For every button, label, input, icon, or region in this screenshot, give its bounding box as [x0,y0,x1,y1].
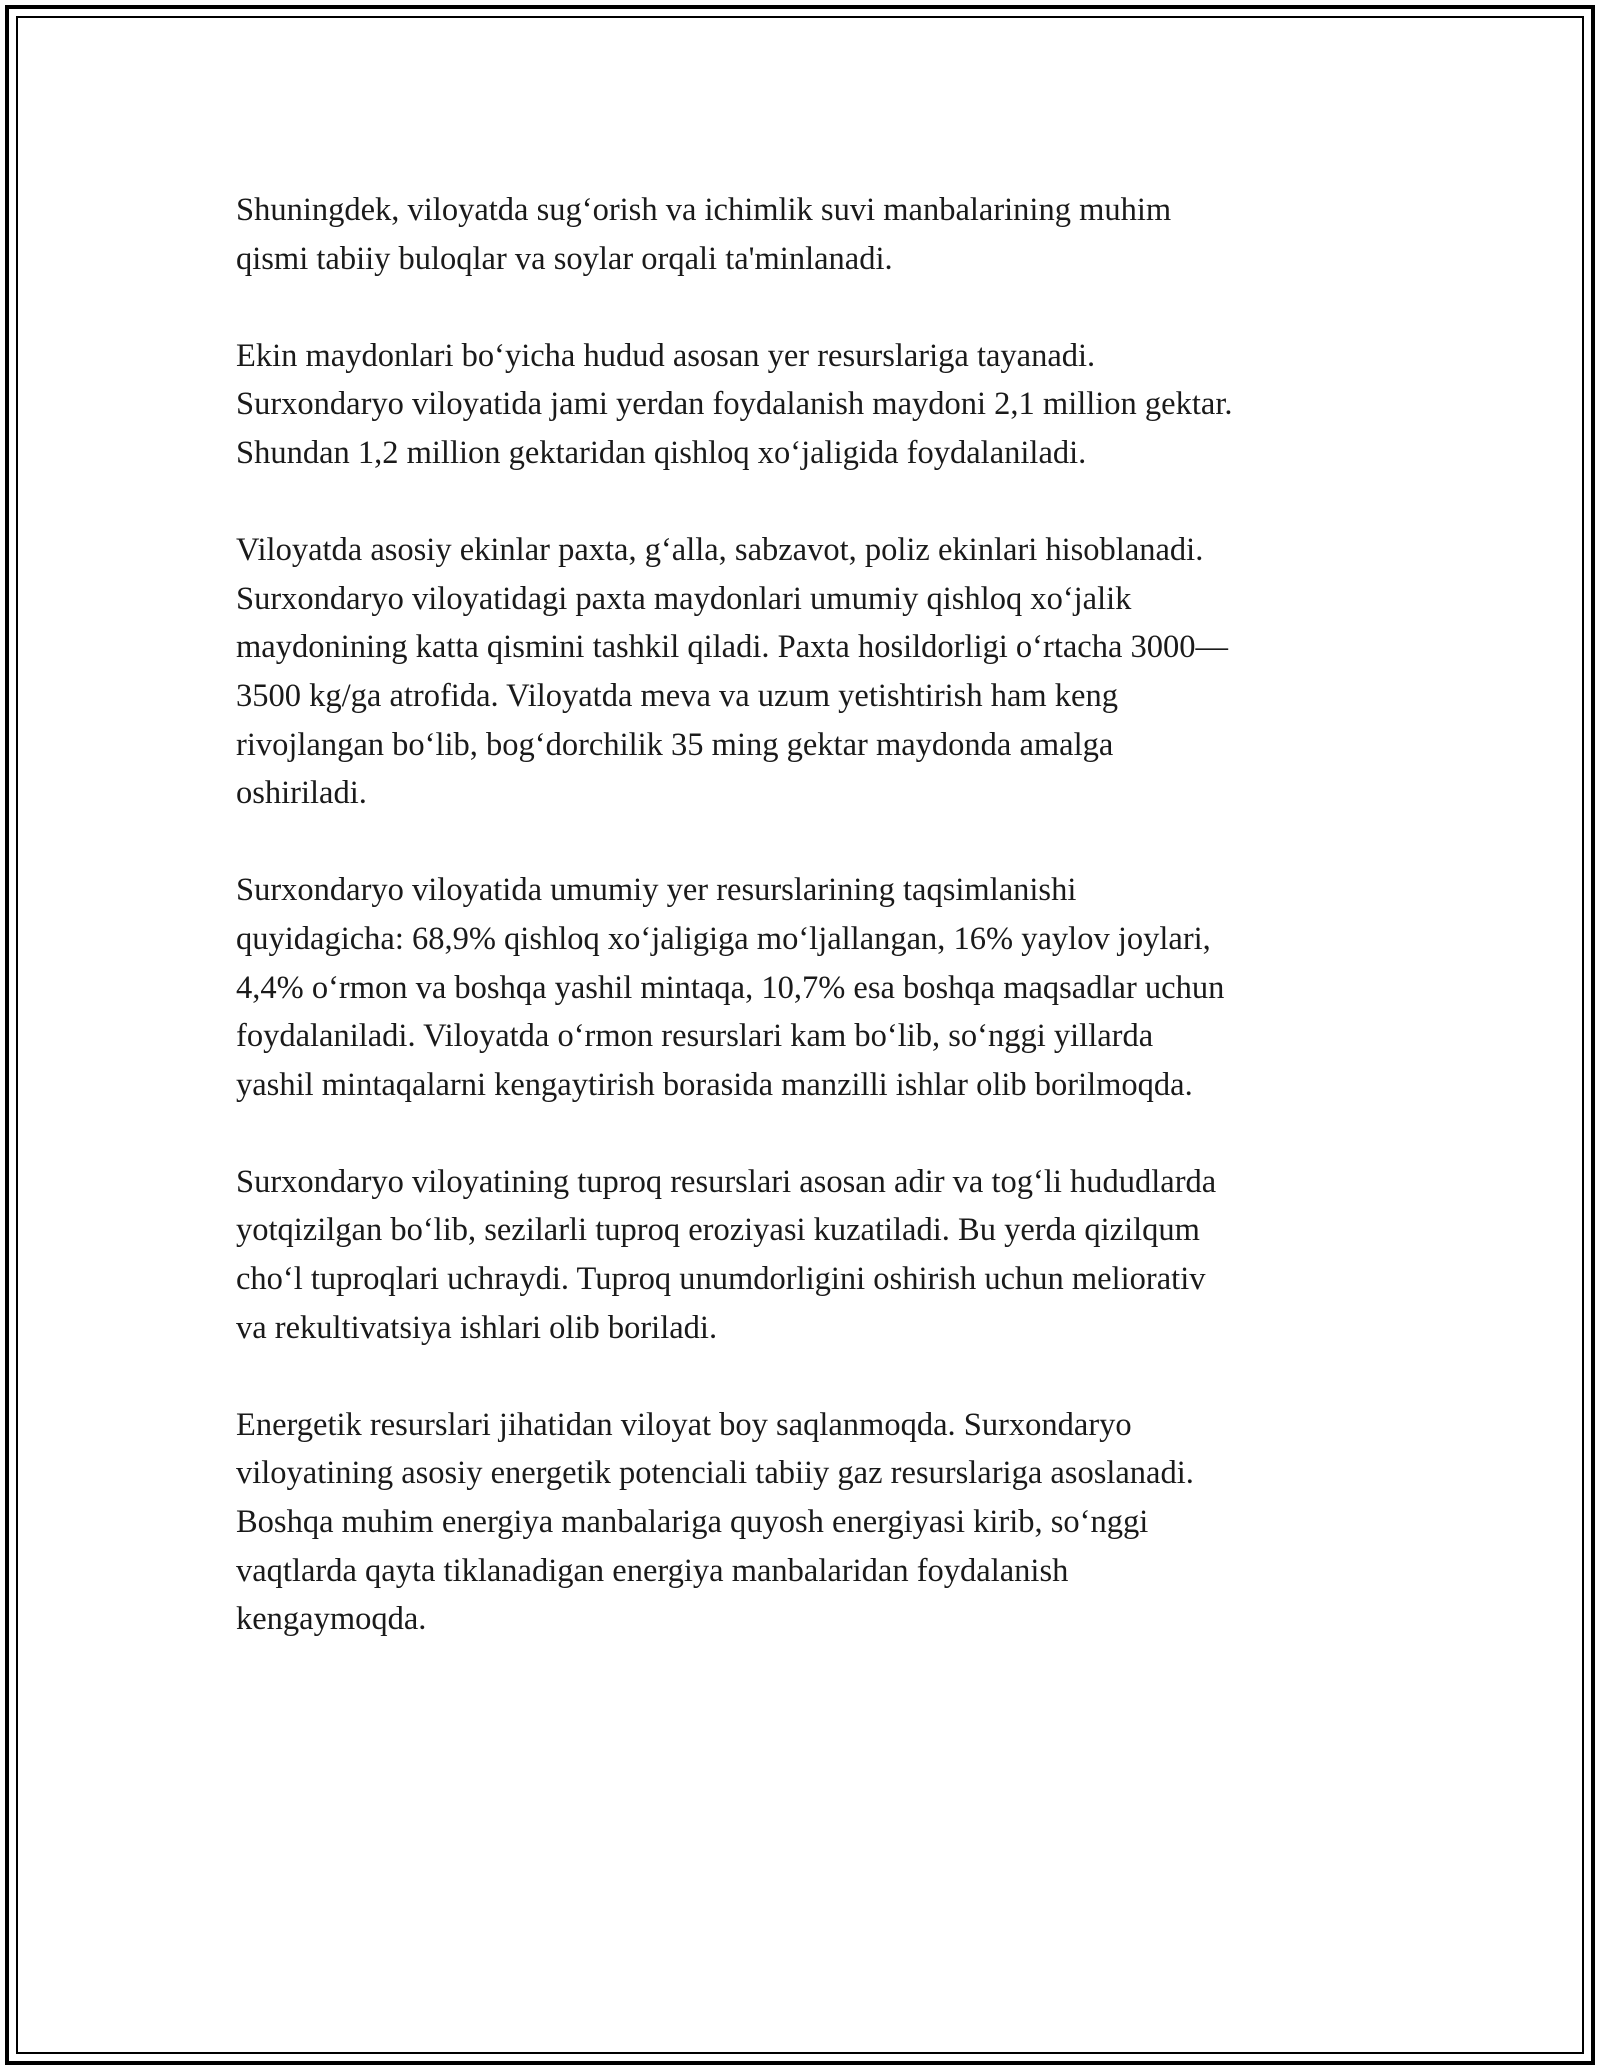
text-line: Shuningdek, viloyatda sug‘orish va ichimlik suvi manbalarining muhim [236,192,1172,228]
paragraph-land-distribution [236,866,1376,1109]
paragraph-crops [236,526,1376,818]
text-line: Shundan 1,2 million gektaridan qishloq xo‘jaligida foydalaniladi. [236,434,1087,471]
paragraph-land-area [236,332,1376,478]
text-line: 3500 kg/ga atrofida. Viloyatda meva va uzum yetishtirish ham keng [236,677,1118,714]
text-line: Surxondaryo viloyatining tuproq resurslari asosan adir va tog‘li hududlarda [236,1163,1217,1200]
paragraph-energy-resources [236,1401,1376,1644]
paragraph-water-sources [236,186,1376,283]
text-line: yotqizilgan bo‘lib, sezilarli tuproq eroziyasi kuzatiladi. Bu yerda qizilqum [236,1212,1200,1249]
text-line: Ekin maydonlari bo‘yicha hudud asosan yer resurslariga tayanadi. [236,337,1096,374]
text-line: Surxondaryo viloyatidagi paxta maydonlari umumiy qishloq xo‘jalik [236,580,1132,617]
text-line: viloyatining asosiy energetik potenciali tabiiy gaz resurslariga asoslanadi. [236,1455,1194,1492]
text-line: rivojlangan bo‘lib, bog‘dorchilik 35 ming gektar maydonda amalga [236,726,1114,763]
text-line: oshiriladi. [236,775,367,812]
text-line: Energetik resurslari jihatidan viloyat boy saqlanmoqda. Surxondaryo [236,1406,1132,1443]
text-line: Viloyatda asosiy ekinlar paxta, g‘alla, sabzavot, poliz ekinlari hisoblanadi. [236,532,1204,569]
text-line: qismi tabiiy buloqlar va soylar orqali ta'minlanadi. [236,240,893,277]
document-body [236,186,1376,1692]
text-line: Surxondaryo viloyatida jami yerdan foydalanish maydoni 2,1 million gektar. [236,386,1233,423]
paragraph-soil-resources [236,1158,1376,1352]
text-line: kengaymoqda. [236,1601,427,1638]
text-line: vaqtlarda qayta tiklanadigan energiya manbalaridan foydalanish [236,1552,1069,1589]
text-line: Boshqa muhim energiya manbalariga quyosh energiyasi kirib, so‘nggi [236,1504,1149,1541]
text-line: quyidagicha: 68,9% qishloq xo‘jaligiga mo‘ljallangan, 16% yaylov joylari, [236,920,1211,957]
text-line: yashil mintaqalarni kengaytirish borasida manzilli ishlar olib borilmoqda. [236,1066,1193,1103]
text-line: cho‘l tuproqlari uchraydi. Tuproq unumdorligini oshirish uchun meliorativ [236,1261,1206,1298]
text-line: va rekultivatsiya ishlari olib boriladi. [236,1309,718,1346]
text-line: foydalaniladi. Viloyatda o‘rmon resurslari kam bo‘lib, so‘nggi yillarda [236,1018,1154,1055]
text-line: maydonining katta qismini tashkil qiladi. Paxta hosildorligi o‘rtacha 3000— [236,629,1229,666]
text-line: 4,4% o‘rmon va boshqa yashil mintaqa, 10,7% esa boshqa maqsadlar uchun [236,969,1225,1006]
text-line: Surxondaryo viloyatida umumiy yer resurslarining taqsimlanishi [236,872,1077,909]
